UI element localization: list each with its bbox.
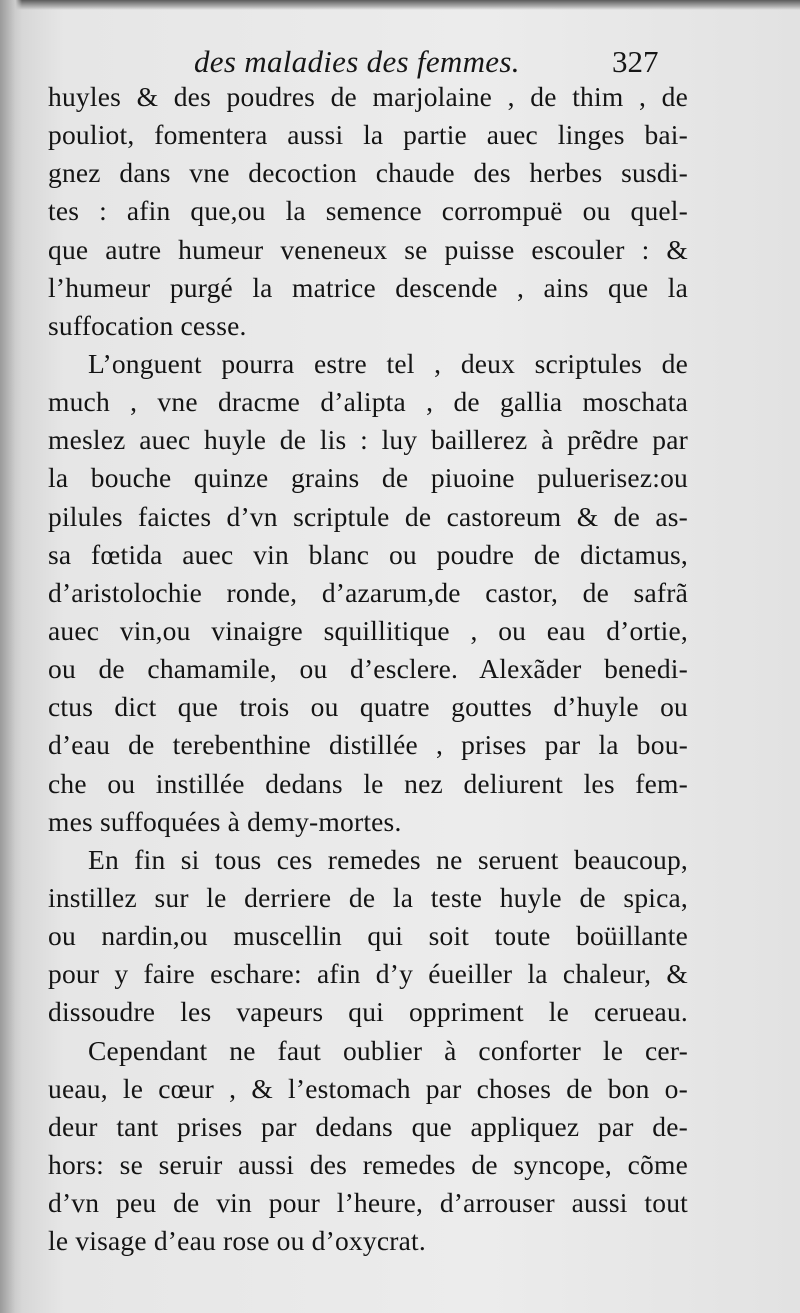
page-number: 327 [612, 44, 659, 79]
text-line: ou de chamamile, ou d’esclere. Alexãder benedi- [48, 653, 688, 685]
text-line: En fin si tous ces remedes ne seruent beaucoup, [88, 843, 688, 875]
text-line: pouliot, fomentera aussi la partie auec linges bai- [48, 119, 688, 151]
text-line: mes suffoquées à demy-mortes. [48, 805, 402, 837]
body-text [48, 78, 688, 1260]
text-line: instillez sur le derriere de la teste huyle de spica, [48, 881, 688, 913]
text-line: L’onguent pourra estre tel , deux scriptules de [88, 347, 688, 379]
text-line: ueau, le cœur , & l’estomach par choses de bon o- [48, 1072, 688, 1104]
page-top-edge [0, 0, 800, 10]
text-line: Cependant ne faut oublier à conforter le cer- [88, 1034, 688, 1066]
running-title: des maladies des femmes. [194, 44, 520, 79]
text-line: hors: se seruir aussi des remedes de syncope, cõme [48, 1148, 688, 1180]
text-line: d’eau de terebenthine distillée , prises par la bou- [48, 729, 688, 761]
text-line: meslez auec huyle de lis : luy baillerez à prẽdre par [48, 424, 688, 456]
text-line: much , vne dracme d’alipta , de gallia moschata [48, 386, 688, 418]
text-line: que autre humeur veneneux se puisse escouler : & [48, 233, 688, 265]
text-line: pilules faictes d’vn scriptule de castoreum & de as- [48, 500, 688, 532]
text-line: l’humeur purgé la matrice descende , ains que la [48, 271, 688, 303]
text-line: suffocation cesse. [48, 309, 247, 341]
text-line: d’vn peu de vin pour l’heure, d’arrouser aussi tout [48, 1187, 688, 1219]
text-line: huyles & des poudres de marjolaine , de thim , de [48, 81, 688, 112]
text-line: dissoudre les vapeurs qui oppriment le cerueau. [48, 996, 688, 1028]
text-line: tes : afin que,ou la semence corrompuë ou quel- [48, 195, 688, 227]
text-line: gnez dans vne decoction chaude des herbes susdi- [48, 157, 688, 189]
text-line: d’aristolochie ronde, d’azarum,de castor, de safrã [48, 576, 688, 608]
page-gutter-shadow [0, 0, 22, 1313]
text-line: le visage d’eau rose ou d’oxycrat. [48, 1225, 426, 1257]
text-line: auec vin,ou vinaigre squillitique , ou eau d’ortie, [48, 614, 688, 646]
text-line: la bouche quinze grains de piuoine puluerisez:ou [48, 462, 688, 494]
text-line: deur tant prises par dedans que appliquez par de- [48, 1110, 688, 1142]
text-line: ctus dict que trois ou quatre gouttes d’huyle ou [48, 691, 688, 723]
text-line: ou nardin,ou muscellin qui soit toute boüillante [48, 920, 688, 952]
text-line: sa fœtida auec vin blanc ou poudre de dictamus, [48, 538, 688, 570]
text-line: pour y faire eschare: afin d’y éueiller la chaleur, & [48, 958, 688, 990]
text-line: che ou instillée dedans le nez deliurent les fem- [48, 767, 688, 799]
